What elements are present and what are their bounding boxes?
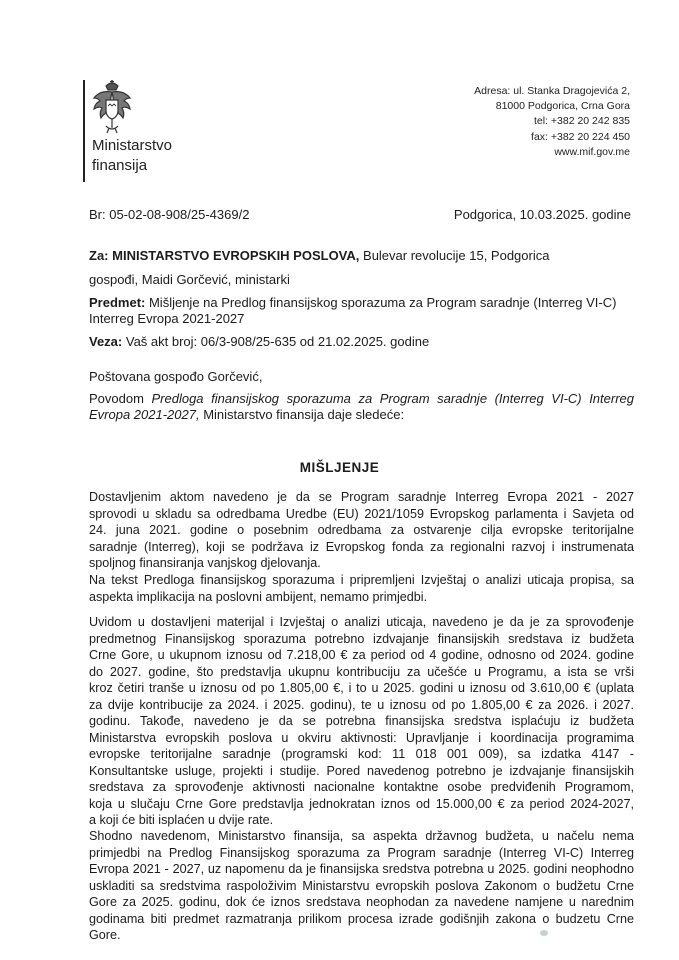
intro (89, 391, 634, 423)
p3-line: kroz četiri tranše u iznosu od po 1.805,00 €, i to u 2025. godini u iznosu od 3.610,00 € (uplata (89, 681, 634, 695)
address-tel: tel: +382 20 242 835 (533, 115, 630, 128)
p4-line: godinama biti predmet razmatranja prilikom procesa izrade godišnjih zakona o budzetu Crne (89, 911, 634, 926)
reference-number: Br: 05-02-08-908/25-4369/2 (89, 207, 250, 222)
p2-line: aspekta implikacija na poslovni ambijent, nemamo primjedbi. (89, 589, 428, 604)
recipient-line (89, 248, 634, 265)
intro-suffix: Ministarstvo finansija daje sledeće: (199, 407, 405, 422)
letterhead-divider (83, 80, 85, 182)
p3-line: Uvidom u dostavljeni materijal i Izvještaj o analizi uticaja, navedeno je da je za sprovođenje (89, 615, 634, 629)
subject-label: Predmet: (89, 295, 146, 310)
p3-line: Konsultantske usluge, projekti i studije. Pored navedenog potrebno je izdvajanje finansijskih (89, 763, 634, 778)
salutation: Poštovana gospođo Gorčević, (89, 369, 263, 384)
coat-of-arms-icon (92, 78, 132, 136)
recipient-label: Za: (89, 248, 109, 263)
recipient-name: MINISTARSTVO EVROPSKIH POSLOVA, (112, 248, 360, 263)
p3-line: koja u slučaju Crne Gore predstavlja jednokratan iznos od 15.000,00 € za period 2024-2027, (89, 796, 634, 811)
intro-italic2: Evropa 2021-2027, (89, 407, 200, 422)
recipient-attention: gospođi, Maidi Gorčević, ministarki (89, 272, 290, 287)
p4-line: Shodno navedenom, Ministarstvo finansija, sa aspekta državnog budžeta, u načelu nema (89, 829, 634, 843)
p1-line: Dostavljenim aktom navedeno je da se Program saradnje Interreg Evropa 2021 - 2027 (89, 490, 634, 504)
p3-line: za dvije kontribucije za 2024. i 2025. godinu), te u iznosu od po 1.805,00 € za 2026. i 2027. (89, 697, 634, 712)
paragraph-2 (89, 572, 634, 605)
p3-line: do 2027. godine, što predstavlja ukupnu kontribuciju za učešće u Programu, a ista se vrši (89, 664, 634, 679)
intro-italic: Predloga finansijskog sporazuma za Program saradnje (Interreg VI-C) Interreg (151, 391, 634, 406)
p1-line: 24. juna 2021. godine o posebnim odredbama za ostvarenje cilja evropske teritorijalne (89, 523, 634, 537)
p2-line: Na tekst Predloga finansijskog sporazuma i pripremljeni Izvještaj o analizi uticaja propisa, sa (89, 573, 634, 587)
paragraph-4 (89, 828, 634, 944)
p4-line: Evropa 2021 - 2027, uz napomenu da je finansijska sredstva potrebna u 2025. godini neophodno (89, 862, 634, 876)
p4-line: Gore za 2025. godinu, dok će iznos sredstava neophodan za navedene namjene u narednim (89, 895, 634, 909)
p1-line: saradnje (Interreg), koji se podržava iz Evropskog fonda za regionalni razvoj i instrumenata (89, 539, 634, 554)
address-block (474, 84, 630, 160)
p3-line: a koji će biti isplaćen u dvije rate. (89, 813, 274, 827)
p3-line: godinu. Takođe, navedeno je da se potrebna finansijska sredstva isplaćuju iz budžeta (89, 714, 634, 728)
subject (89, 295, 634, 327)
p3-line: sredstava za sprovođenje aktivnosti nacionalne kontaktne osobe predviđenih Programom, (89, 780, 634, 794)
document-title: MIŠLJENJE (299, 460, 380, 475)
p4-line: primjedbi na Predlog Finansijskog sporazuma za Program saradnje (Interreg VI-C) Interreg (89, 845, 634, 860)
subject-line1: Mišljenje na Predlog finansijskog sporazuma za Program saradnje (Interreg VI-C) (145, 295, 617, 310)
recipient-address: Bulevar revolucije 15, Podgorica (359, 248, 550, 263)
link-label: Veza: (89, 334, 123, 349)
p3-line: evropske teritorijalne saradnje (programski kod: 11 018 001 009), sa izdatka 4147 - (89, 747, 634, 761)
p3-line: predmetnog Finansijskog sporazuma potrebno izdvajanje finansijskih sredstava iz budžeta (89, 631, 634, 646)
paragraph-1 (89, 489, 634, 572)
intro-prefix: Povodom (89, 391, 152, 406)
place-date: Podgorica, 10.03.2025. godine (453, 207, 631, 222)
p1-line: sprovodi u skladu sa odredbama Uredbe (EU) 2021/1059 Evropskog parlamenta i Savjeta od (89, 506, 634, 521)
link-text: Vaš akt broj: 06/3-908/25-635 od 21.02.2025. godine (122, 334, 430, 349)
address-web: www.mif.gov.me (554, 145, 630, 158)
subject-line2: Interreg Evropa 2021-2027 (89, 311, 245, 326)
address-city: 81000 Podgorica, Crna Gora (495, 100, 630, 113)
ministry-line2: finansija (92, 157, 148, 174)
scan-mark (540, 930, 548, 936)
p4-line: Gore. (89, 928, 121, 942)
p3-line: Crne Gore, u ukupnom iznosu od 7.218,00 € za period od 4 godine, odnosno od 2024. godine (89, 648, 634, 662)
p4-line: uskladiti sa sredstvima raspoloživim Ministarstvu evropskih poslova Zakonom o budžetu Crne (89, 878, 634, 893)
link-line (89, 334, 634, 351)
address-line: Adresa: ul. Stanka Dragojevića 2, (474, 85, 630, 97)
ministry-name (92, 136, 172, 176)
ministry-line1: Ministarstvo (92, 137, 173, 154)
address-fax: fax: +382 20 224 450 (531, 130, 630, 143)
paragraph-3 (89, 614, 634, 829)
p1-line: spoljnog finansiranja vanjskog djelovanja. (89, 556, 321, 570)
p3-line: Ministarstva evropskih poslova u okviru aktivnosti: Upravljanje i koordinacija programima (89, 730, 634, 745)
